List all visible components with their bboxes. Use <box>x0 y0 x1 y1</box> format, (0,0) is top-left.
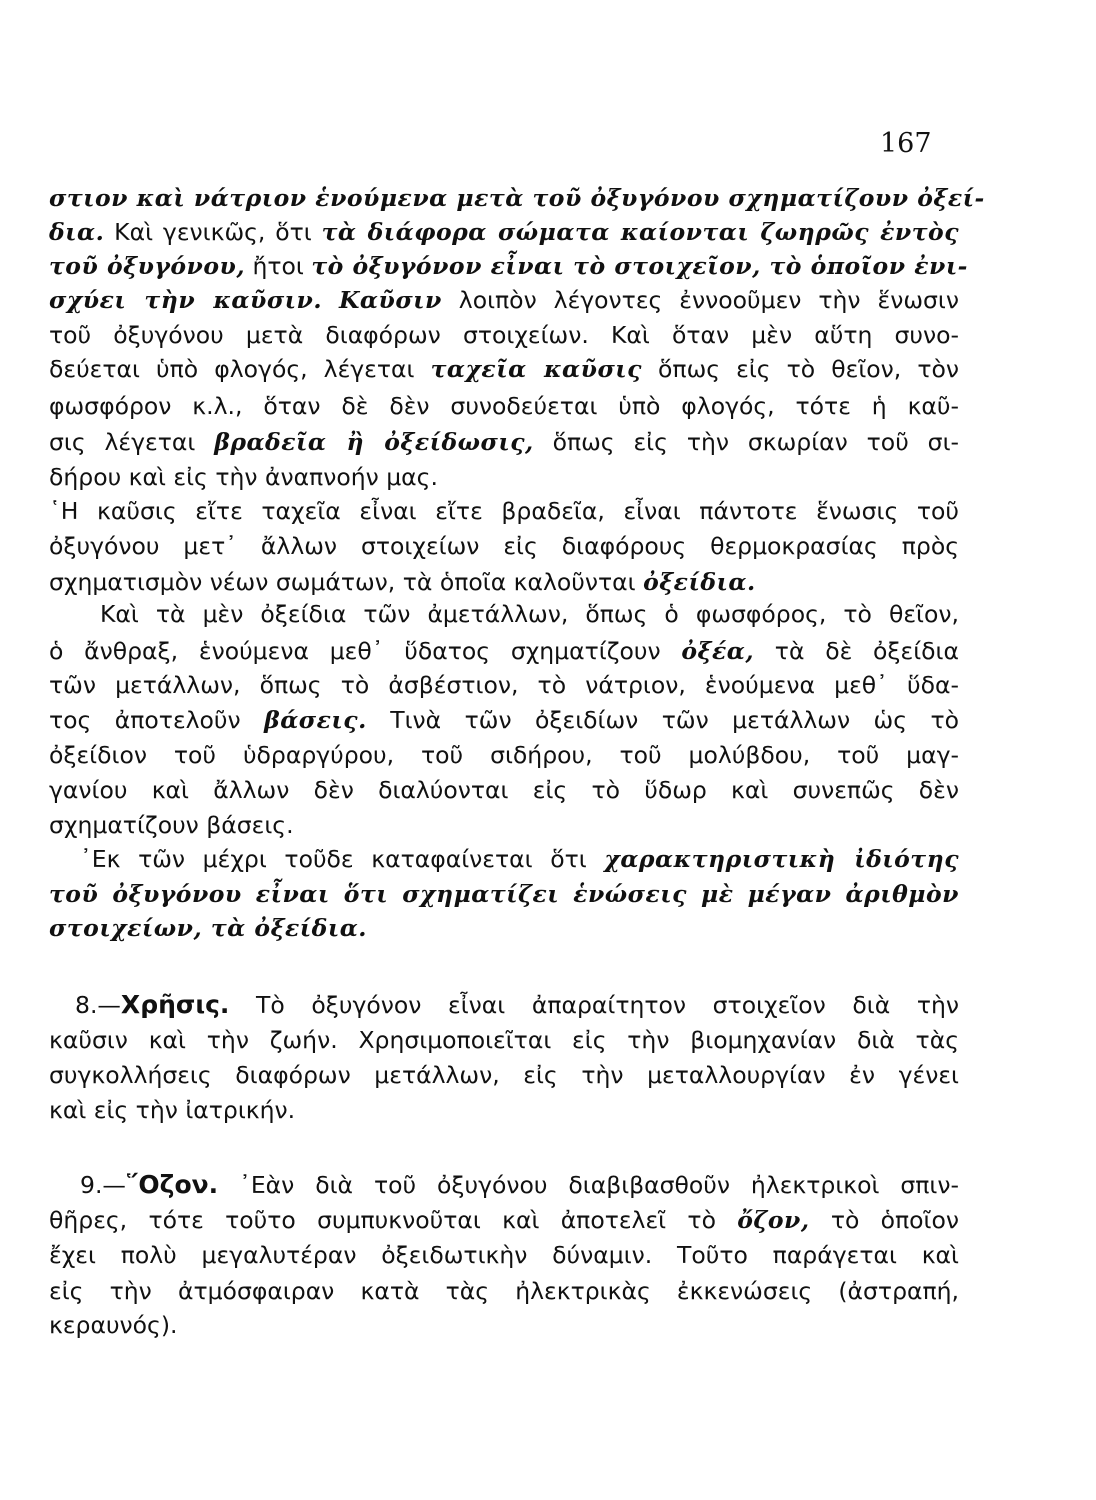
section-heading: ῞Οζον. <box>125 1170 219 1199</box>
bold-text: τὰ διάφορα σώματα καίονται ζωηρῶς ἐντὸς <box>321 218 959 246</box>
text-line <box>49 1060 959 1090</box>
text-run: τος ἀποτελοῦν <box>49 706 265 734</box>
text-run: 8.— <box>75 991 121 1019</box>
text-run: κεραυνός). <box>49 1311 178 1339</box>
text-run <box>322 286 339 314</box>
text-line <box>49 217 959 247</box>
bold-text: δια. <box>49 218 105 246</box>
text-run: καῦσιν καὶ τὴν ζωήν. Χρησιμοποιεῖται εἰς τὴν βιομηχανίαν διὰ τὰς <box>49 1026 959 1054</box>
bold-text: στοιχείων, τὰ ὀξείδια. <box>49 914 367 942</box>
bold-text: τὸ ὀξυγόνον εἶναι τὸ στοιχεῖον, τὸ ὁποῖον ἐνι- <box>311 252 968 280</box>
text-line <box>49 740 959 770</box>
text-run: ἤτοι <box>245 252 312 280</box>
bold-text: βάσεις. <box>264 706 367 734</box>
text-run: δήρου καὶ εἰς τὴν ἀναπνοήν μας. <box>49 463 438 491</box>
text-line <box>100 599 959 629</box>
text-line <box>49 285 959 315</box>
section-heading: Χρῆσις. <box>120 990 230 1019</box>
text-line <box>49 251 968 281</box>
text-line <box>49 810 959 840</box>
text-run: σχηματίζουν βάσεις. <box>49 811 294 839</box>
text-run: λοιπὸν λέγοντες ἐννοοῦμεν τὴν ἕνωσιν <box>441 286 959 314</box>
text-line <box>49 567 959 597</box>
bold-text: βραδεῖα ἢ ὀξείδωσις, <box>214 428 534 456</box>
text-line <box>49 1205 959 1235</box>
text-line <box>49 775 959 805</box>
text-run: Τινὰ τῶν ὀξειδίων τῶν μετάλλων ὡς τὸ <box>366 706 959 734</box>
text-line <box>49 670 959 700</box>
text-line <box>80 844 959 874</box>
text-run: Καὶ τὰ μὲν ὀξείδια τῶν ἀμετάλλων, ὅπως ὁ φωσφόρος, τὸ θεῖον, <box>100 600 959 628</box>
text-run: ᾽Εκ τῶν μέχρι τοῦδε καταφαίνεται ὅτι <box>80 845 605 873</box>
text-line <box>49 879 959 909</box>
text-line <box>49 1310 959 1340</box>
text-run: τὸ ὁποῖον <box>809 1206 959 1234</box>
text-run: Τὸ ὀξυγόνον εἶναι ἀπαραίτητον στοιχεῖον διὰ τὴν <box>229 991 959 1019</box>
bold-text: ταχεῖα καῦσις <box>430 355 642 383</box>
bold-text: ὄζον, <box>737 1206 810 1234</box>
text-line <box>49 705 959 735</box>
bold-text: τοῦ ὀξυγόνου, <box>49 252 246 280</box>
bold-text: χαρακτηριστικὴ ἰδιότης <box>604 845 959 873</box>
text-run: γανίου καὶ ἄλλων δὲν διαλύονται εἰς τὸ ὕδωρ καὶ συνεπῶς δὲν <box>49 776 959 804</box>
text-line <box>49 427 959 457</box>
bold-text: ὀξέα, <box>681 637 755 665</box>
text-line <box>49 496 959 526</box>
text-run: εἰς τὴν ἀτμόσφαιραν κατὰ τὰς ἠλεκτρικὰς ἐκκενώσεις (ἀστραπή, <box>49 1277 959 1305</box>
bold-text: σχύει τὴν καῦσιν. <box>49 286 323 314</box>
text-run: τῶν μετάλλων, ὅπως τὸ ἀσβέστιον, τὸ νάτριον, ἑνούμενα μεθ᾽ ὕδα- <box>49 671 959 699</box>
text-line <box>49 1095 959 1125</box>
text-line <box>49 183 985 213</box>
bold-text: ὀξείδια. <box>643 568 756 596</box>
text-line <box>49 531 959 561</box>
bold-text: Καῦσιν <box>339 286 442 314</box>
section-heading-line <box>80 1170 959 1200</box>
text-line <box>49 1025 959 1055</box>
text-run: τὰ δὲ ὀξείδια <box>754 637 959 665</box>
text-run: φωσφόρον κ.λ., ὅταν δὲ δὲν συνοδεύεται ὑπὸ φλογός, τότε ἡ καῦ- <box>49 392 959 420</box>
text-run: ῾Η καῦσις εἴτε ταχεῖα εἶναι εἴτε βραδεῖα, εἶναι πάντοτε ἕνωσις τοῦ <box>49 497 959 525</box>
text-run: 9.— <box>80 1171 126 1199</box>
text-line <box>49 1276 959 1306</box>
text-line <box>49 636 959 666</box>
section-heading-line <box>75 990 959 1020</box>
text-run: ὀξυγόνου μετ᾽ ἄλλων στοιχείων εἰς διαφόρους θερμοκρασίας πρὸς <box>49 532 959 560</box>
text-run: καὶ εἰς τὴν ἰατρικήν. <box>49 1096 296 1124</box>
text-run: θῆρες, τότε τοῦτο συμπυκνοῦται καὶ ἀποτελεῖ τὸ <box>49 1206 738 1234</box>
text-run: ὅπως εἰς τὴν σκωρίαν τοῦ σι- <box>533 428 959 456</box>
text-run: ὁ ἄνθραξ, ἑνούμενα μεθ᾽ ὕδατος σχηματίζουν <box>49 637 682 665</box>
text-line <box>49 913 959 943</box>
text-run: τοῦ ὀξυγόνου μετὰ διαφόρων στοιχείων. Καὶ ὅταν μὲν αὕτη συνο- <box>49 321 959 349</box>
text-run: Καὶ γενικῶς, ὅτι <box>104 218 322 246</box>
text-run: ᾽Εὰν διὰ τοῦ ὀξυγόνου διαβιβασθοῦν ἠλεκτρικοὶ σπιν- <box>218 1171 959 1199</box>
text-line <box>49 391 959 421</box>
text-line <box>49 1240 959 1270</box>
text-run: ἔχει πολὺ μεγαλυτέραν ὀξειδωτικὴν δύναμιν. Τοῦτο παράγεται καὶ <box>49 1241 959 1269</box>
text-run: σχηματισμὸν νέων σωμάτων, τὰ ὁποῖα καλοῦνται <box>49 568 644 596</box>
text-run: ὅπως εἰς τὸ θεῖον, τὸν <box>641 355 959 383</box>
text-run: ὀξείδιον τοῦ ὑδραργύρου, τοῦ σιδήρου, τοῦ μολύβδου, τοῦ μαγ- <box>49 741 959 769</box>
text-line <box>49 354 959 384</box>
text-run: σις λέγεται <box>49 428 215 456</box>
text-run: δεύεται ὑπὸ φλογός, λέγεται <box>49 355 431 383</box>
page-number: 167 <box>880 128 932 159</box>
text-run: συγκολλήσεις διαφόρων μετάλλων, εἰς τὴν μεταλλουργίαν ἐν γένει <box>49 1061 959 1089</box>
bold-text: τοῦ ὀξυγόνου εἶναι ὅτι σχηματίζει ἑνώσεις μὲ μέγαν ἀριθμὸν <box>49 880 959 908</box>
text-line <box>49 320 959 350</box>
text-line <box>49 462 959 492</box>
bold-text: στιον καὶ νάτριον ἑνούμενα μετὰ τοῦ ὀξυγόνου σχηματίζουν ὀξεί- <box>49 184 985 212</box>
